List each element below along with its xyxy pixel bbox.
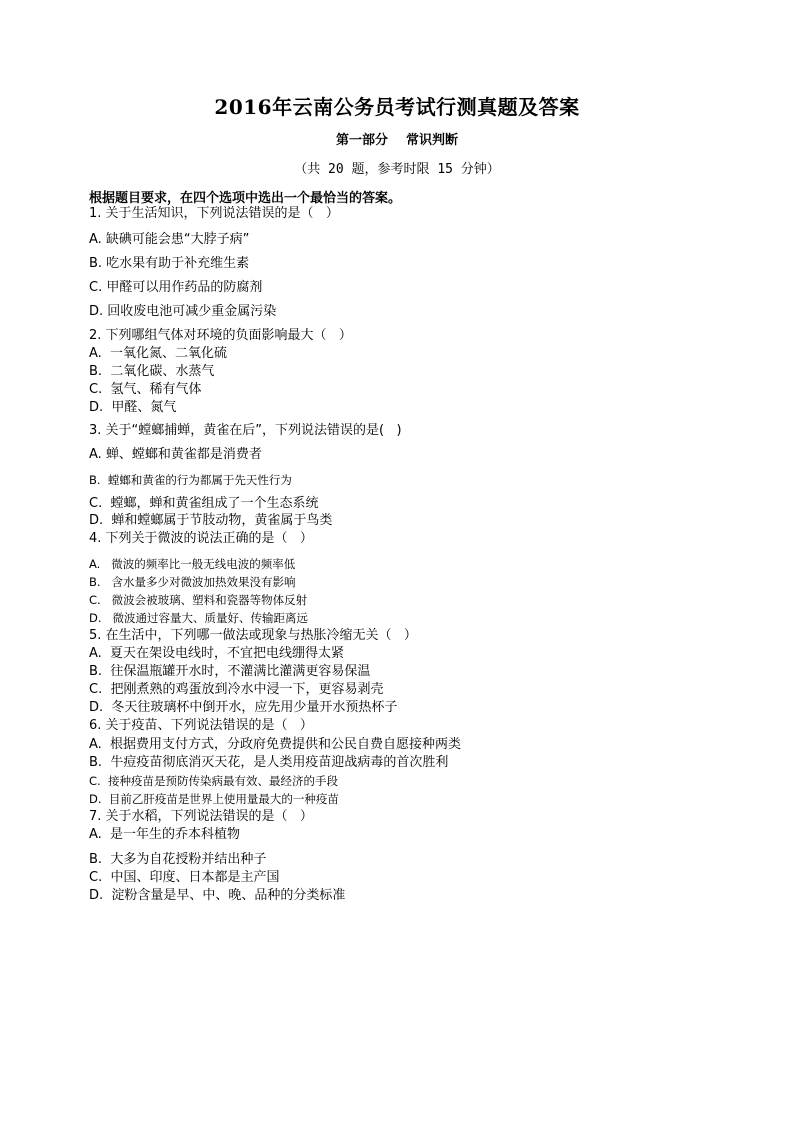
- question-4-option-a: A. 微波的频率比一般无线电波的频率低: [89, 557, 296, 571]
- question-7-option-d: D. 淀粉含量是早、中、晚、品种的分类标准: [89, 888, 346, 903]
- question-4-option-b: B. 含水量多少对微波加热效果没有影响: [89, 575, 296, 589]
- question-2-option-d: D. 甲醛、氮气: [89, 400, 177, 415]
- question-1-stem: 1. 关于生活知识，下列说法错误的是（ ）: [89, 206, 339, 221]
- question-7-option-b: B. 大多为自花授粉并结出种子: [89, 852, 267, 867]
- question-4-option-d: D. 微波通过容量大、质量好、传输距离远: [89, 611, 308, 625]
- question-2-option-a: A. 一氧化氮、二氧化硫: [89, 346, 228, 361]
- question-5-stem: 5. 在生活中，下列哪一做法或现象与热胀冷缩无关（ ）: [89, 628, 417, 643]
- question-5-option-d: D. 冬天往玻璃杯中倒开水，应先用少量开水预热杯子: [89, 700, 398, 715]
- question-6-option-d: D. 目前乙肝疫苗是世界上使用量最大的一种疫苗: [89, 792, 339, 806]
- question-6-option-b: B. 牛痘疫苗彻底消灭天花，是人类用疫苗迎战病毒的首次胜利: [89, 755, 449, 770]
- section-heading: 第一部分 常识判断: [335, 133, 459, 148]
- question-1-option-a: A. 缺碘可能会患“大脖子病”: [89, 232, 250, 247]
- question-1-option-c: C. 甲醛可以用作药品的防腐剂: [89, 280, 263, 295]
- question-5-option-a: A. 夏天在架设电线时，不宜把电线绷得太紧: [89, 646, 345, 661]
- question-3-option-b: B. 螳螂和黄雀的行为都属于先天性行为: [89, 473, 292, 487]
- instructions: 根据题目要求，在四个选项中选出一个最恰当的答案。: [89, 191, 402, 206]
- question-7-option-a: A. 是一年生的乔本科植物: [89, 827, 241, 842]
- question-6-option-c: C. 接种疫苗是预防传染病最有效、最经济的手段: [89, 774, 338, 788]
- question-4-stem: 4. 下列关于微波的说法正确的是（ ）: [89, 531, 313, 546]
- question-2-option-c: C. 氢气、稀有气体: [89, 382, 202, 397]
- question-6-option-a: A. 根据费用支付方式，分政府免费提供和公民自费自愿接种两类: [89, 737, 462, 752]
- question-3-option-a: A. 蝉、螳螂和黄雀都是消费者: [89, 447, 262, 462]
- question-2-option-b: B. 二氧化碳、水蒸气: [89, 364, 215, 379]
- question-5-option-b: B. 往保温瓶罐开水时，不灌满比灌满更容易保温: [89, 664, 371, 679]
- question-1-option-b: B. 吃水果有助于补充维生素: [89, 256, 250, 271]
- question-7-stem: 7. 关于水稻，下列说法错误的是（ ）: [89, 809, 313, 824]
- question-3-option-c: C. 螳螂，蝉和黄雀组成了一个生态系统: [89, 496, 319, 511]
- question-6-stem: 6. 关于疫苗、下列说法错误的是（ ）: [89, 718, 313, 733]
- question-4-option-c: C. 微波会被玻璃、塑料和瓷器等物体反射: [89, 593, 308, 607]
- question-5-option-c: C. 把刚煮熟的鸡蛋放到冷水中浸一下，更容易剥壳: [89, 682, 384, 697]
- question-1-option-d: D. 回收废电池可减少重金属污染: [89, 304, 277, 319]
- question-7-option-c: C. 中国、印度、日本都是主产国: [89, 870, 280, 885]
- question-2-stem: 2. 下列哪组气体对环境的负面影响最大（ ）: [89, 328, 352, 343]
- document-title: 2016年云南公务员考试行测真题及答案: [214, 95, 580, 119]
- question-3-option-d: D. 蝉和螳螂属于节肢动物，黄雀属于鸟类: [89, 513, 333, 528]
- question-3-stem: 3. 关于“螳螂捕蝉，黄雀在后”，下列说法错误的是( ): [89, 423, 402, 438]
- section-note: （共 20 题，参考时限 15 分钟）: [294, 162, 500, 177]
